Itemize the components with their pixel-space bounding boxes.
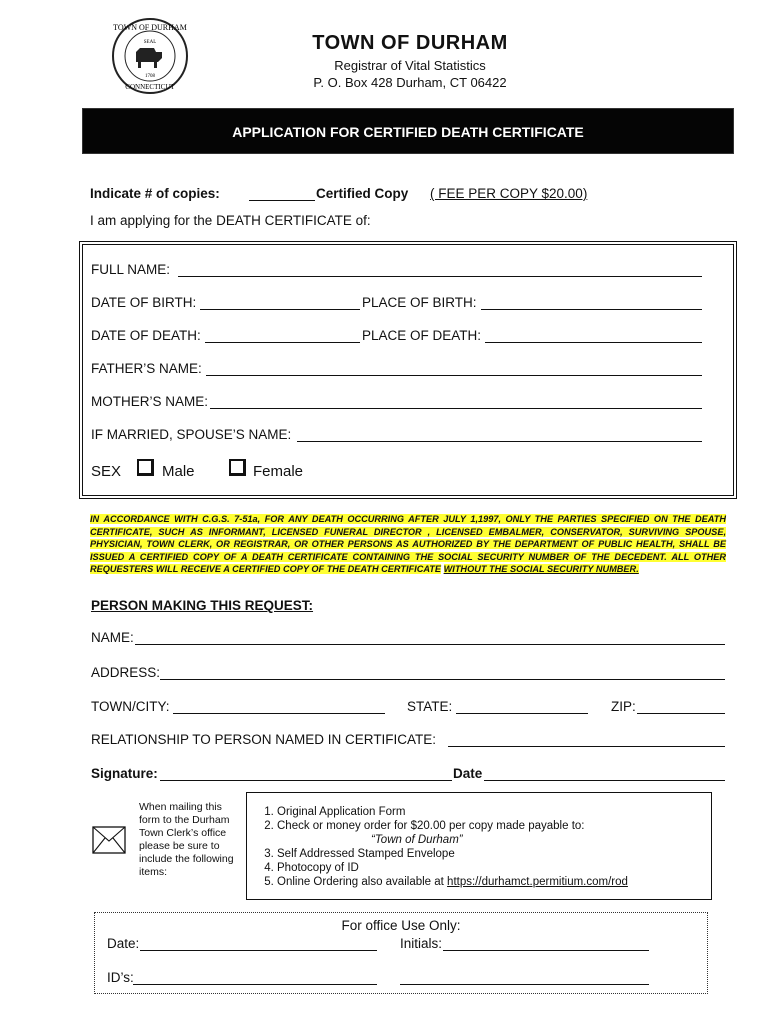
requester-heading: PERSON MAKING THIS REQUEST: [91,598,314,613]
svg-text:1708: 1708 [145,74,155,79]
applying-text: I am applying for the DEATH CERTIFICATE of: [90,213,371,228]
female-checkbox[interactable] [229,459,246,476]
form-title: APPLICATION FOR CERTIFIED DEATH CERTIFICATE [232,124,584,140]
mailing-item: 5. Online Ordering also available at https://durhamct.permitium.com/rod [277,875,711,889]
state-field[interactable] [456,699,588,714]
online-ordering-link[interactable]: https://durhamct.permitium.com/rod [447,876,628,888]
copies-label: Indicate # of copies: [90,186,220,201]
requester-address-label: ADDRESS: [91,665,161,680]
mailing-note: When mailing this form to the Durham Town Clerk’s office please be sure to include the following items: [139,801,234,878]
full-name-field[interactable] [178,262,702,277]
pod-field[interactable] [485,328,702,343]
mailing-item: 3. Self Addressed Stamped Envelope [277,847,711,861]
office-ids-field[interactable] [133,970,377,985]
fee-text: ( FEE PER COPY $20.00) [430,186,588,201]
date-field[interactable] [484,766,725,781]
male-label: Male [162,463,195,480]
pod-label: PLACE OF DEATH: [362,328,482,343]
dob-label: DATE OF BIRTH: [91,295,197,310]
zip-field[interactable] [637,699,725,714]
mailing-item: 2. Check or money order for $20.00 per copy made payable to: “Town of Durham” [277,819,711,847]
registrar-line: Registrar of Vital Statistics [334,58,486,73]
date-label: Date [453,766,483,781]
full-name-label: FULL NAME: [91,262,171,277]
page-title: TOWN OF DURHAM [312,32,508,54]
pob-field[interactable] [481,295,702,310]
requester-name-label: NAME: [91,630,134,645]
office-initials-label: Initials: [400,936,443,951]
requester-name-field[interactable] [135,630,725,645]
zip-label: ZIP: [611,699,636,714]
dod-field[interactable] [205,328,360,343]
svg-text:CONNECTICUT: CONNECTICUT [125,83,175,91]
envelope-icon [92,826,126,854]
office-extra-field[interactable] [400,970,649,985]
payee-text: “Town of Durham” [371,834,463,846]
legal-notice [90,513,726,576]
mother-field[interactable] [210,394,702,409]
state-label: STATE: [407,699,453,714]
father-field[interactable] [206,361,702,376]
address-line: P. O. Box 428 Durham, CT 06422 [313,75,507,90]
spouse-field[interactable] [297,427,702,442]
mailing-items-box [246,792,712,900]
town-label: TOWN/CITY: [91,699,170,714]
certified-copy-label: Certified Copy [316,186,409,201]
male-checkbox[interactable] [137,459,154,476]
svg-text:SEAL: SEAL [143,40,157,45]
relationship-field[interactable] [448,732,725,747]
spouse-label: IF MARRIED, SPOUSE’S NAME: [91,427,292,442]
town-field[interactable] [173,699,385,714]
office-date-field[interactable] [140,936,377,951]
svg-text:TOWN OF DURHAM: TOWN OF DURHAM [113,23,187,32]
signature-label: Signature: [91,766,158,781]
copies-field[interactable] [249,186,315,201]
dob-field[interactable] [200,295,360,310]
father-label: FATHER’S NAME: [91,361,202,376]
requester-address-field[interactable] [160,665,725,680]
office-date-label: Date: [107,936,140,951]
mother-label: MOTHER’S NAME: [91,394,209,409]
form-title-banner [82,108,734,154]
legal-notice-end: WITHOUT THE SOCIAL SECURITY NUMBER. [443,564,639,575]
relationship-label: RELATIONSHIP TO PERSON NAMED IN CERTIFICATE: [91,732,437,747]
signature-field[interactable] [160,766,452,781]
mailing-item: 1. Original Application Form [277,805,711,819]
female-label: Female [253,463,304,480]
mailing-item: 4. Photocopy of ID [277,861,711,875]
town-seal-logo [110,16,190,96]
office-initials-field[interactable] [443,936,649,951]
legal-notice-text: IN ACCORDANCE WITH C.G.S. 7-51a, FOR ANY DEATH OCCURRING AFTER JULY 1,1997, ONLY THE PARTIES SPECIFIED ON THE DEATH CERTIFICATE, SUCH AS INFORMANT, LICENSED FUNERAL DIRECTOR , LICENSED EMBALMER, CONSERVATOR, SURVIVING SPOUSE, PHYSICIAN, TOWN CLERK, OR REGISTRAR, OR OTHER PERSONS AS AUTHORIZED BY THE DEPARTMENT OF PUBLIC HEALTH, SHALL BE ISSUED A CERTIFIED COPY OF A DEATH CERTIFICATE CONTAINING THE SOCIAL SECURITY NUMBER OF THE DECEDENT. ALL OTHER REQUESTERS WILL RECEIVE A CERTIFIED COPY OF THE DEATH CERTIFICATE [90,514,726,575]
sex-label: SEX [91,463,122,480]
office-use-title: For office Use Only: [341,918,461,933]
pob-label: PLACE OF BIRTH: [362,295,477,310]
office-ids-label: ID’s: [107,970,134,985]
dod-label: DATE OF DEATH: [91,328,201,343]
